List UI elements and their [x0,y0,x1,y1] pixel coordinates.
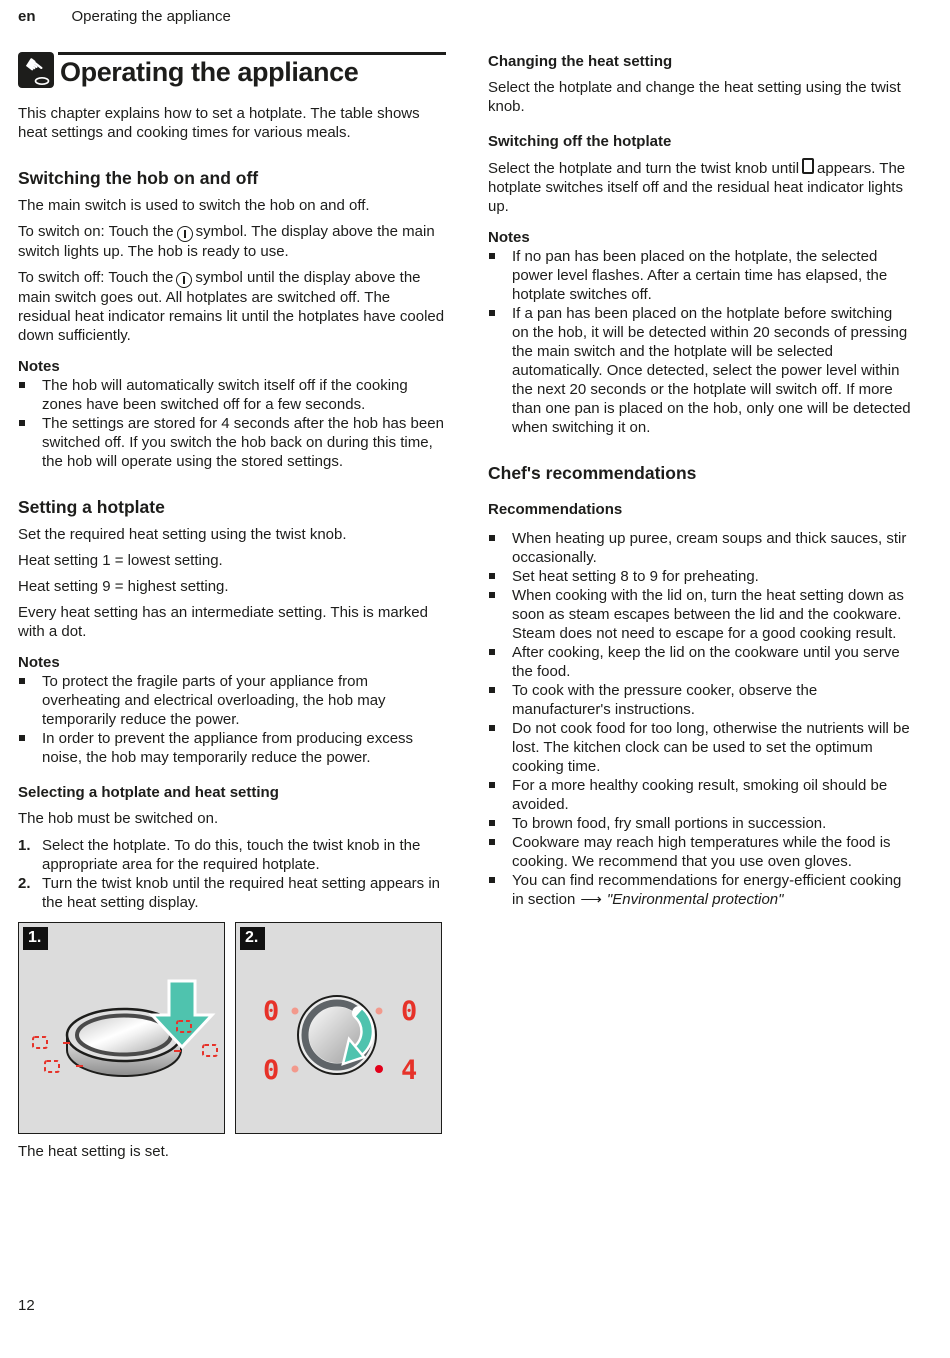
chapter-title: Operating the appliance [60,57,359,87]
list-item: When heating up puree, cream soups and thick sauces, stir occasionally. [488,529,912,567]
page-number: 12 [18,1297,35,1314]
paragraph-switch-off [18,268,446,345]
figure-label: 2. [240,927,265,950]
paragraph: Every heat setting has an intermediate setting. This is marked with a dot. [18,604,428,640]
chapter-heading-block [18,52,446,88]
step-number: 1. [18,837,31,854]
turn-knob-illustration [236,923,441,1133]
paragraph-switch-on [18,222,446,261]
display-digit: 0 [263,1055,280,1086]
note-item: In order to prevent the appliance from producing excess noise, the hob may temporarily reduce the power. [18,729,446,767]
figure-label: 1. [23,927,48,950]
step-item [18,874,446,912]
figure-row [18,922,446,1134]
press-knob-illustration [19,923,224,1133]
step-item [18,836,446,874]
text-run: symbol until the display above the main switch goes out. All hotplates are switched off. The residual heat indicator remains lit until the hotplates have cooled down sufficiently. [18,269,445,344]
paragraph: Heat setting 9 = highest setting. [18,578,229,595]
list-item: Do not cook food for too long, otherwise the nutrients will be lost. The kitchen clock can be used to set the optimum cooking time. [488,719,912,776]
cross-reference-text: "Environmental protection" [606,891,784,908]
power-bar [184,230,186,238]
notes-heading: Notes [18,358,60,375]
display-digit: 4 [401,1055,418,1086]
paragraph-switch-off-hotplate [488,158,912,216]
list-item: When cooking with the lid on, turn the heat setting down as soon as steam escapes between the lid and the cookware. Steam does not need to escape for a good cooking result. [488,586,912,643]
notes-list [18,672,446,767]
notes-list [18,376,446,471]
list-item: To cook with the pressure cooker, observe the manufacturer's instructions. [488,681,912,719]
svg-text:☛: ☛ [19,52,50,82]
power-bar [183,276,185,284]
note-item: If a pan has been placed on the hotplate before switching on the hob, it will be detected within 20 seconds of pressing the main switch and the hotplate will be selected automatically. Once detected, select the power level within the next 20 seconds or the hotplate will switch off. If more than one pan is placed on the hob, only one will be detected when switching it on. [488,304,912,437]
right-column [488,52,912,909]
paragraph: The main switch is used to switch the hob on and off. [18,197,370,214]
sub-heading-changing: Changing the heat setting [488,53,673,70]
list-item-cross-reference [488,871,912,909]
intro-paragraph: This chapter explains how to set a hotplate. The table shows heat settings and cooking times for various meals. [18,105,420,141]
hand-touch-icon [18,52,54,88]
section-heading-chefs: Chef's recommendations [488,463,697,483]
list-item: To brown food, fry small portions in succession. [488,814,912,833]
left-column [18,52,446,1168]
paragraph: The hob must be switched on. [18,810,219,827]
language-tag: en [18,8,36,25]
list-item: Cookware may reach high temperatures while the food is cooking. We recommend that you use oven gloves. [488,833,912,871]
notes-heading: Notes [488,229,530,246]
sub-heading-recommendations: Recommendations [488,501,623,518]
recommendations-list [488,529,912,909]
text-run: To switch off: Touch the [18,269,174,286]
steps-list [18,836,446,912]
note-item: If no pan has been placed on the hotplate, the selected power level flashes. After a certain time has elapsed, the hotplate switches off. [488,247,912,304]
arrow-right-icon: ⟶ [580,891,602,908]
note-item: To protect the fragile parts of your appliance from overheating and electrical overloading, the hob may temporarily reduce the power. [18,672,446,729]
figure-turn-knob [235,922,442,1134]
text-run: symbol. The display above the main switch lights up. The hob is ready to use. [18,223,435,260]
notes-list [488,247,912,437]
step-text: Turn the twist knob until the required heat setting appears in the heat setting display. [42,875,441,911]
list-item: For a more healthy cooking result, smoking oil should be avoided. [488,776,912,814]
text-run: Select the hotplate and turn the twist knob until [488,160,800,177]
display-digit: 0 [401,996,418,1027]
paragraph: Select the hotplate and change the heat setting using the twist knob. [488,79,901,115]
figure-press-knob [18,922,225,1134]
paragraph: Set the required heat setting using the twist knob. [18,526,347,543]
section-heading-setting-hotplate: Setting a hotplate [18,497,165,517]
chapter-title-rule [58,52,446,88]
power-on-icon [177,226,193,242]
note-item: The hob will automatically switch itself off if the cooking zones have been switched off for a few seconds. [18,376,446,414]
step-text: Select the hotplate. To do this, touch the twist knob in the appropriate area for the required hotplate. [42,837,421,873]
list-item: Set heat setting 8 to 9 for preheating. [488,567,912,586]
figure-caption: The heat setting is set. [18,1143,169,1160]
display-digit: 0 [263,996,280,1027]
text-run: You can find recommendations for energy-efficient cooking in section [512,872,902,908]
text-run: To switch on: Touch the [18,223,174,240]
header-title: Operating the appliance [71,8,231,25]
running-header [18,8,231,25]
step-number: 2. [18,875,31,892]
text-run: appears. The hotplate switches itself off and the residual heat indicator lights up. [488,160,906,215]
seven-segment-zero-icon [802,158,814,174]
list-item: After cooking, keep the lid on the cookware until you serve the food. [488,643,912,681]
sub-heading-switching-off: Switching off the hotplate [488,133,672,150]
paragraph: Heat setting 1 = lowest setting. [18,552,223,569]
note-item: The settings are stored for 4 seconds after the hob has been switched off. If you switch the hob back on during this time, the hob will operate using the stored settings. [18,414,446,471]
notes-heading: Notes [18,654,60,671]
sub-heading-selecting: Selecting a hotplate and heat setting [18,784,279,801]
power-on-icon [176,272,192,288]
section-heading-switching-hob: Switching the hob on and off [18,168,259,188]
